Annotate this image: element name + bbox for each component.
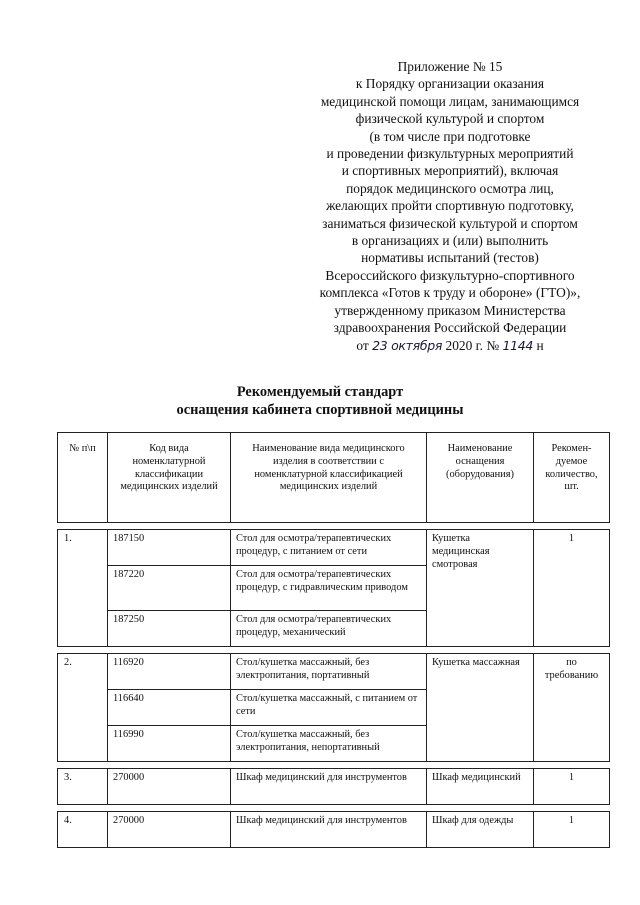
header-num: № п\п xyxy=(58,433,108,523)
table-row xyxy=(58,530,610,566)
quantity: 1 xyxy=(534,812,610,848)
appendix-line: заниматься физической культурой и спортом xyxy=(322,215,578,231)
appendix-line: (в том числе при подготовке xyxy=(369,128,531,144)
quantity: по требованию xyxy=(534,654,610,762)
appendix-line: медицинской помощи лицам, занимающимся xyxy=(320,93,580,109)
order-date-line xyxy=(290,337,610,354)
appendix-line: физической культурой и спортом xyxy=(355,111,545,127)
appendix-line: и проведении физкультурных мероприятий xyxy=(326,146,574,162)
item-code: 187150 xyxy=(108,530,231,566)
appendix-line: здравоохранения Российской Федерации xyxy=(333,320,567,336)
item-code: 116640 xyxy=(108,690,231,726)
appendix-line: и спортивных мероприятий), включая xyxy=(341,163,559,179)
equipment-name: Шкаф для одежды xyxy=(427,812,534,848)
number-suffix: н xyxy=(536,337,544,353)
item-name: Стол/кушетка массажный, без электропитания, непортативный xyxy=(231,726,427,762)
item-name: Стол/кушетка массажный, без электропитания, портативный xyxy=(231,654,427,690)
item-name: Стол для осмотра/терапевтических процедур, с питанием от сети xyxy=(231,530,427,566)
appendix-line: Всероссийского физкультурно-спортивного xyxy=(325,267,575,283)
appendix-line: в организациях и (или) выполнить xyxy=(351,233,549,249)
handwritten-date: 23 октября xyxy=(372,337,443,353)
equipment-name: Кушетка массажная xyxy=(427,654,534,762)
date-suffix: 2020 г. № xyxy=(445,337,500,353)
row-number: 2. xyxy=(58,654,108,762)
header-name: Наименование вида медицинского изделия в соответствии с номенклатурной классификацией медицинских изделий xyxy=(231,433,427,523)
item-name: Шкаф медицинский для инструментов xyxy=(231,812,427,848)
item-code: 270000 xyxy=(108,769,231,805)
table-header-row xyxy=(58,433,610,523)
appendix-line: нормативы испытаний (тестов) xyxy=(361,250,539,266)
item-code: 187250 xyxy=(108,611,231,647)
document-title xyxy=(0,383,640,419)
equipment-name: Кушетка медицинская смотровая xyxy=(427,530,534,647)
appendix-header xyxy=(290,58,610,354)
equipment-standard-table xyxy=(57,432,610,848)
appendix-line: порядок медицинского осмотра лиц, xyxy=(346,180,554,196)
date-prefix: от xyxy=(356,337,369,353)
item-code: 187220 xyxy=(108,566,231,611)
handwritten-number: 1144 xyxy=(502,337,534,353)
row-number: 3. xyxy=(58,769,108,805)
header-qty: Рекомен-дуемое количество, шт. xyxy=(534,433,610,523)
appendix-line: желающих пройти спортивную подготовку, xyxy=(326,198,574,214)
header-code: Код вида номенклатурной классификации медицинских изделий xyxy=(108,433,231,523)
row-number: 1. xyxy=(58,530,108,647)
header-equipment: Наименование оснащения (оборудования) xyxy=(427,433,534,523)
table-row xyxy=(58,654,610,690)
item-name: Стол для осмотра/терапевтических процедур, механический xyxy=(231,611,427,647)
item-name: Стол/кушетка массажный, с питанием от сети xyxy=(231,690,427,726)
table-row xyxy=(58,812,610,848)
title-line-1: Рекомендуемый стандарт xyxy=(236,384,404,400)
item-code: 116990 xyxy=(108,726,231,762)
appendix-line: к Порядку организации оказания xyxy=(355,76,545,92)
table-row xyxy=(58,769,610,805)
item-code: 116920 xyxy=(108,654,231,690)
title-line-2: оснащения кабинета спортивной медицины xyxy=(176,402,464,418)
item-name: Шкаф медицинский для инструментов xyxy=(231,769,427,805)
appendix-line: Приложение № 15 xyxy=(397,59,503,74)
equipment-name: Шкаф медицинский xyxy=(427,769,534,805)
appendix-line: комплекса «Готов к труду и обороне» (ГТО)», xyxy=(319,285,581,301)
quantity: 1 xyxy=(534,769,610,805)
item-code: 270000 xyxy=(108,812,231,848)
appendix-line: утвержденному приказом Министерства xyxy=(334,302,566,318)
item-name: Стол для осмотра/терапевтических процедур, с гидравлическим приводом xyxy=(231,566,427,611)
row-number: 4. xyxy=(58,812,108,848)
quantity: 1 xyxy=(534,530,610,647)
